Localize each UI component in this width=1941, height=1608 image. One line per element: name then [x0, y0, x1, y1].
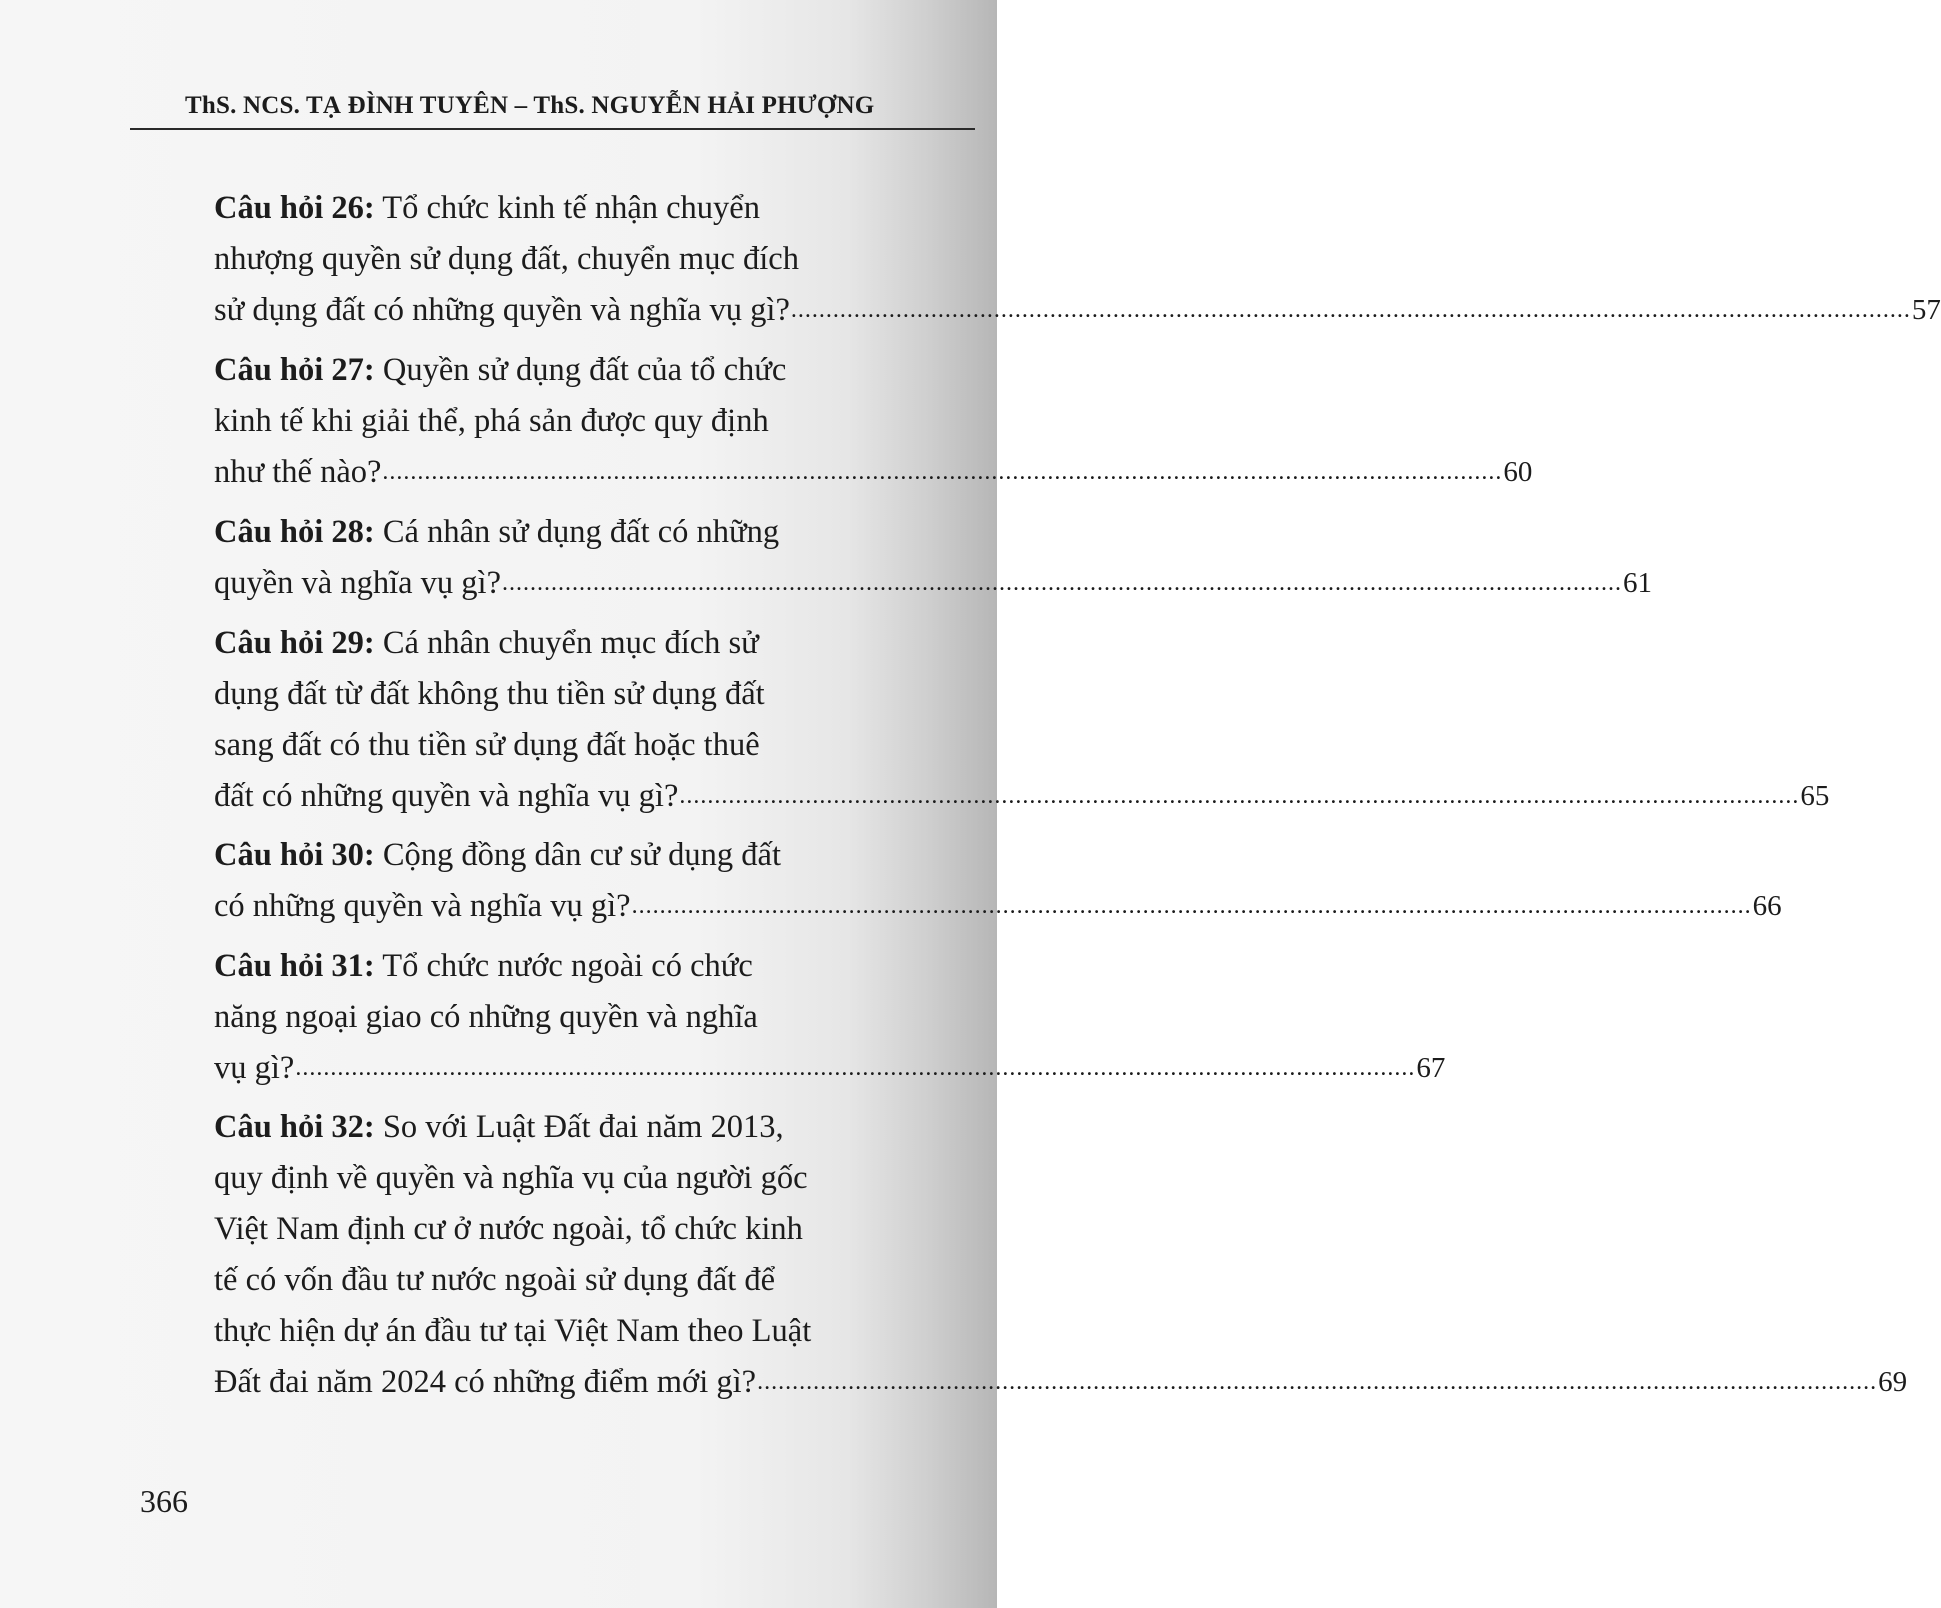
toc-entry-line: [214, 830, 956, 881]
toc-entry-text: Đất đai năm 2024 có những điểm mới gì?: [214, 1364, 757, 1400]
toc-entry: [214, 507, 1653, 609]
dot-leader: ................................................................................................................................................................: [757, 1369, 1878, 1395]
toc-entry-text: dụng đất từ đất không thu tiền sử dụng đất: [214, 676, 765, 712]
toc-page-ref: 65: [1800, 780, 1830, 812]
running-header: ThS. NCS. TẠ ĐÌNH TUYÊN – ThS. NGUYỄN HẢI PHƯỢNG: [185, 92, 875, 119]
toc-entry-line: [214, 881, 1782, 932]
dot-leader: ................................................................................................................................................................: [790, 297, 1911, 323]
toc-page-ref: 60: [1503, 456, 1533, 488]
toc-entry-line: [214, 558, 1653, 609]
toc-entry-line: [214, 669, 956, 720]
toc-entry-line: [214, 1306, 956, 1357]
dot-leader: ................................................................................................................................................................: [631, 893, 1752, 919]
toc-entry-line: [214, 507, 956, 558]
toc-entry-line: [214, 771, 1830, 822]
toc-entry: [214, 345, 1533, 498]
toc-entry-text: sử dụng đất có những quyền và nghĩa vụ gì?: [214, 292, 790, 328]
toc-entry: [214, 183, 1941, 336]
toc-entry-line: [214, 234, 956, 285]
toc-entry-text: thực hiện dự án đầu tư tại Việt Nam theo Luật: [214, 1313, 812, 1349]
toc-entry-line: [214, 1153, 956, 1204]
dot-leader: ................................................................................................................................................................: [679, 783, 1800, 809]
toc-entry-text: có những quyền và nghĩa vụ gì?: [214, 888, 631, 924]
question-label: Câu hỏi 26:: [214, 190, 375, 226]
dot-leader: ................................................................................................................................................................: [502, 570, 1623, 596]
toc-entry-text: năng ngoại giao có những quyền và nghĩa: [214, 999, 758, 1035]
toc-entry-text: sang đất có thu tiền sử dụng đất hoặc thuê: [214, 727, 760, 763]
toc-page-ref: 66: [1752, 890, 1782, 922]
toc-entry: [214, 830, 1782, 932]
question-label: Câu hỏi 30:: [214, 837, 375, 873]
toc-entry: [214, 1102, 1908, 1408]
toc-entry-text: Câu hỏi 30: Cộng đồng dân cư sử dụng đất: [214, 837, 781, 873]
toc-entry-text: tế có vốn đầu tư nước ngoài sử dụng đất để: [214, 1262, 776, 1298]
dot-leader: ................................................................................................................................................................: [382, 459, 1503, 485]
toc-entry-text: nhượng quyền sử dụng đất, chuyển mục đích: [214, 241, 799, 277]
toc-entry-text: Câu hỏi 28: Cá nhân sử dụng đất có những: [214, 514, 780, 550]
toc-entry-line: [214, 396, 956, 447]
toc-entry-line: [214, 992, 956, 1043]
toc-entry-text: quyền và nghĩa vụ gì?: [214, 565, 502, 601]
dot-leader: ................................................................................................................................................................: [295, 1055, 1416, 1081]
question-label: Câu hỏi 29:: [214, 625, 375, 661]
toc-page-ref: 69: [1878, 1366, 1908, 1398]
toc-entry-text: Câu hỏi 31: Tổ chức nước ngoài có chức: [214, 948, 753, 984]
toc-entry-line: [214, 345, 956, 396]
toc-entry-text: đất có những quyền và nghĩa vụ gì?: [214, 778, 679, 814]
toc-entry-line: [214, 285, 1941, 336]
question-label: Câu hỏi 31:: [214, 948, 375, 984]
toc-entry-text: Câu hỏi 27: Quyền sử dụng đất của tổ chức: [214, 352, 787, 388]
toc-entry-text: Câu hỏi 26: Tổ chức kinh tế nhận chuyển: [214, 190, 760, 226]
toc-entry-line: [214, 1255, 956, 1306]
toc-entry-line: [214, 618, 956, 669]
toc-entry-line: [214, 447, 1533, 498]
toc-entry-line: [214, 720, 956, 771]
header-rule: [130, 128, 975, 130]
toc-page-ref: 67: [1416, 1052, 1446, 1084]
question-label: Câu hỏi 28:: [214, 514, 375, 550]
toc-entry-line: [214, 941, 956, 992]
toc-entry-text: kinh tế khi giải thể, phá sản được quy định: [214, 403, 769, 439]
toc-entry: [214, 941, 1446, 1094]
toc-entry-text: Việt Nam định cư ở nước ngoài, tổ chức kinh: [214, 1211, 803, 1247]
question-label: Câu hỏi 32:: [214, 1109, 375, 1145]
page-number: 366: [140, 1483, 188, 1519]
question-label: Câu hỏi 27:: [214, 352, 375, 388]
toc-entry-line: [214, 1204, 956, 1255]
toc-entry-line: [214, 1357, 1908, 1408]
toc-entry-line: [214, 1043, 1446, 1094]
toc-entry-text: vụ gì?: [214, 1050, 295, 1086]
toc-page-ref: 57: [1911, 294, 1941, 326]
toc-entry-text: Câu hỏi 32: So với Luật Đất đai năm 2013,: [214, 1109, 784, 1145]
toc-entry-text: như thế nào?: [214, 454, 382, 490]
toc-entry-line: [214, 183, 956, 234]
toc-entry-text: Câu hỏi 29: Cá nhân chuyển mục đích sử: [214, 625, 759, 661]
toc-entry: [214, 618, 1830, 822]
toc-entry-line: [214, 1102, 956, 1153]
toc-entry-text: quy định về quyền và nghĩa vụ của người gốc: [214, 1160, 808, 1196]
toc-page-ref: 61: [1623, 567, 1653, 599]
